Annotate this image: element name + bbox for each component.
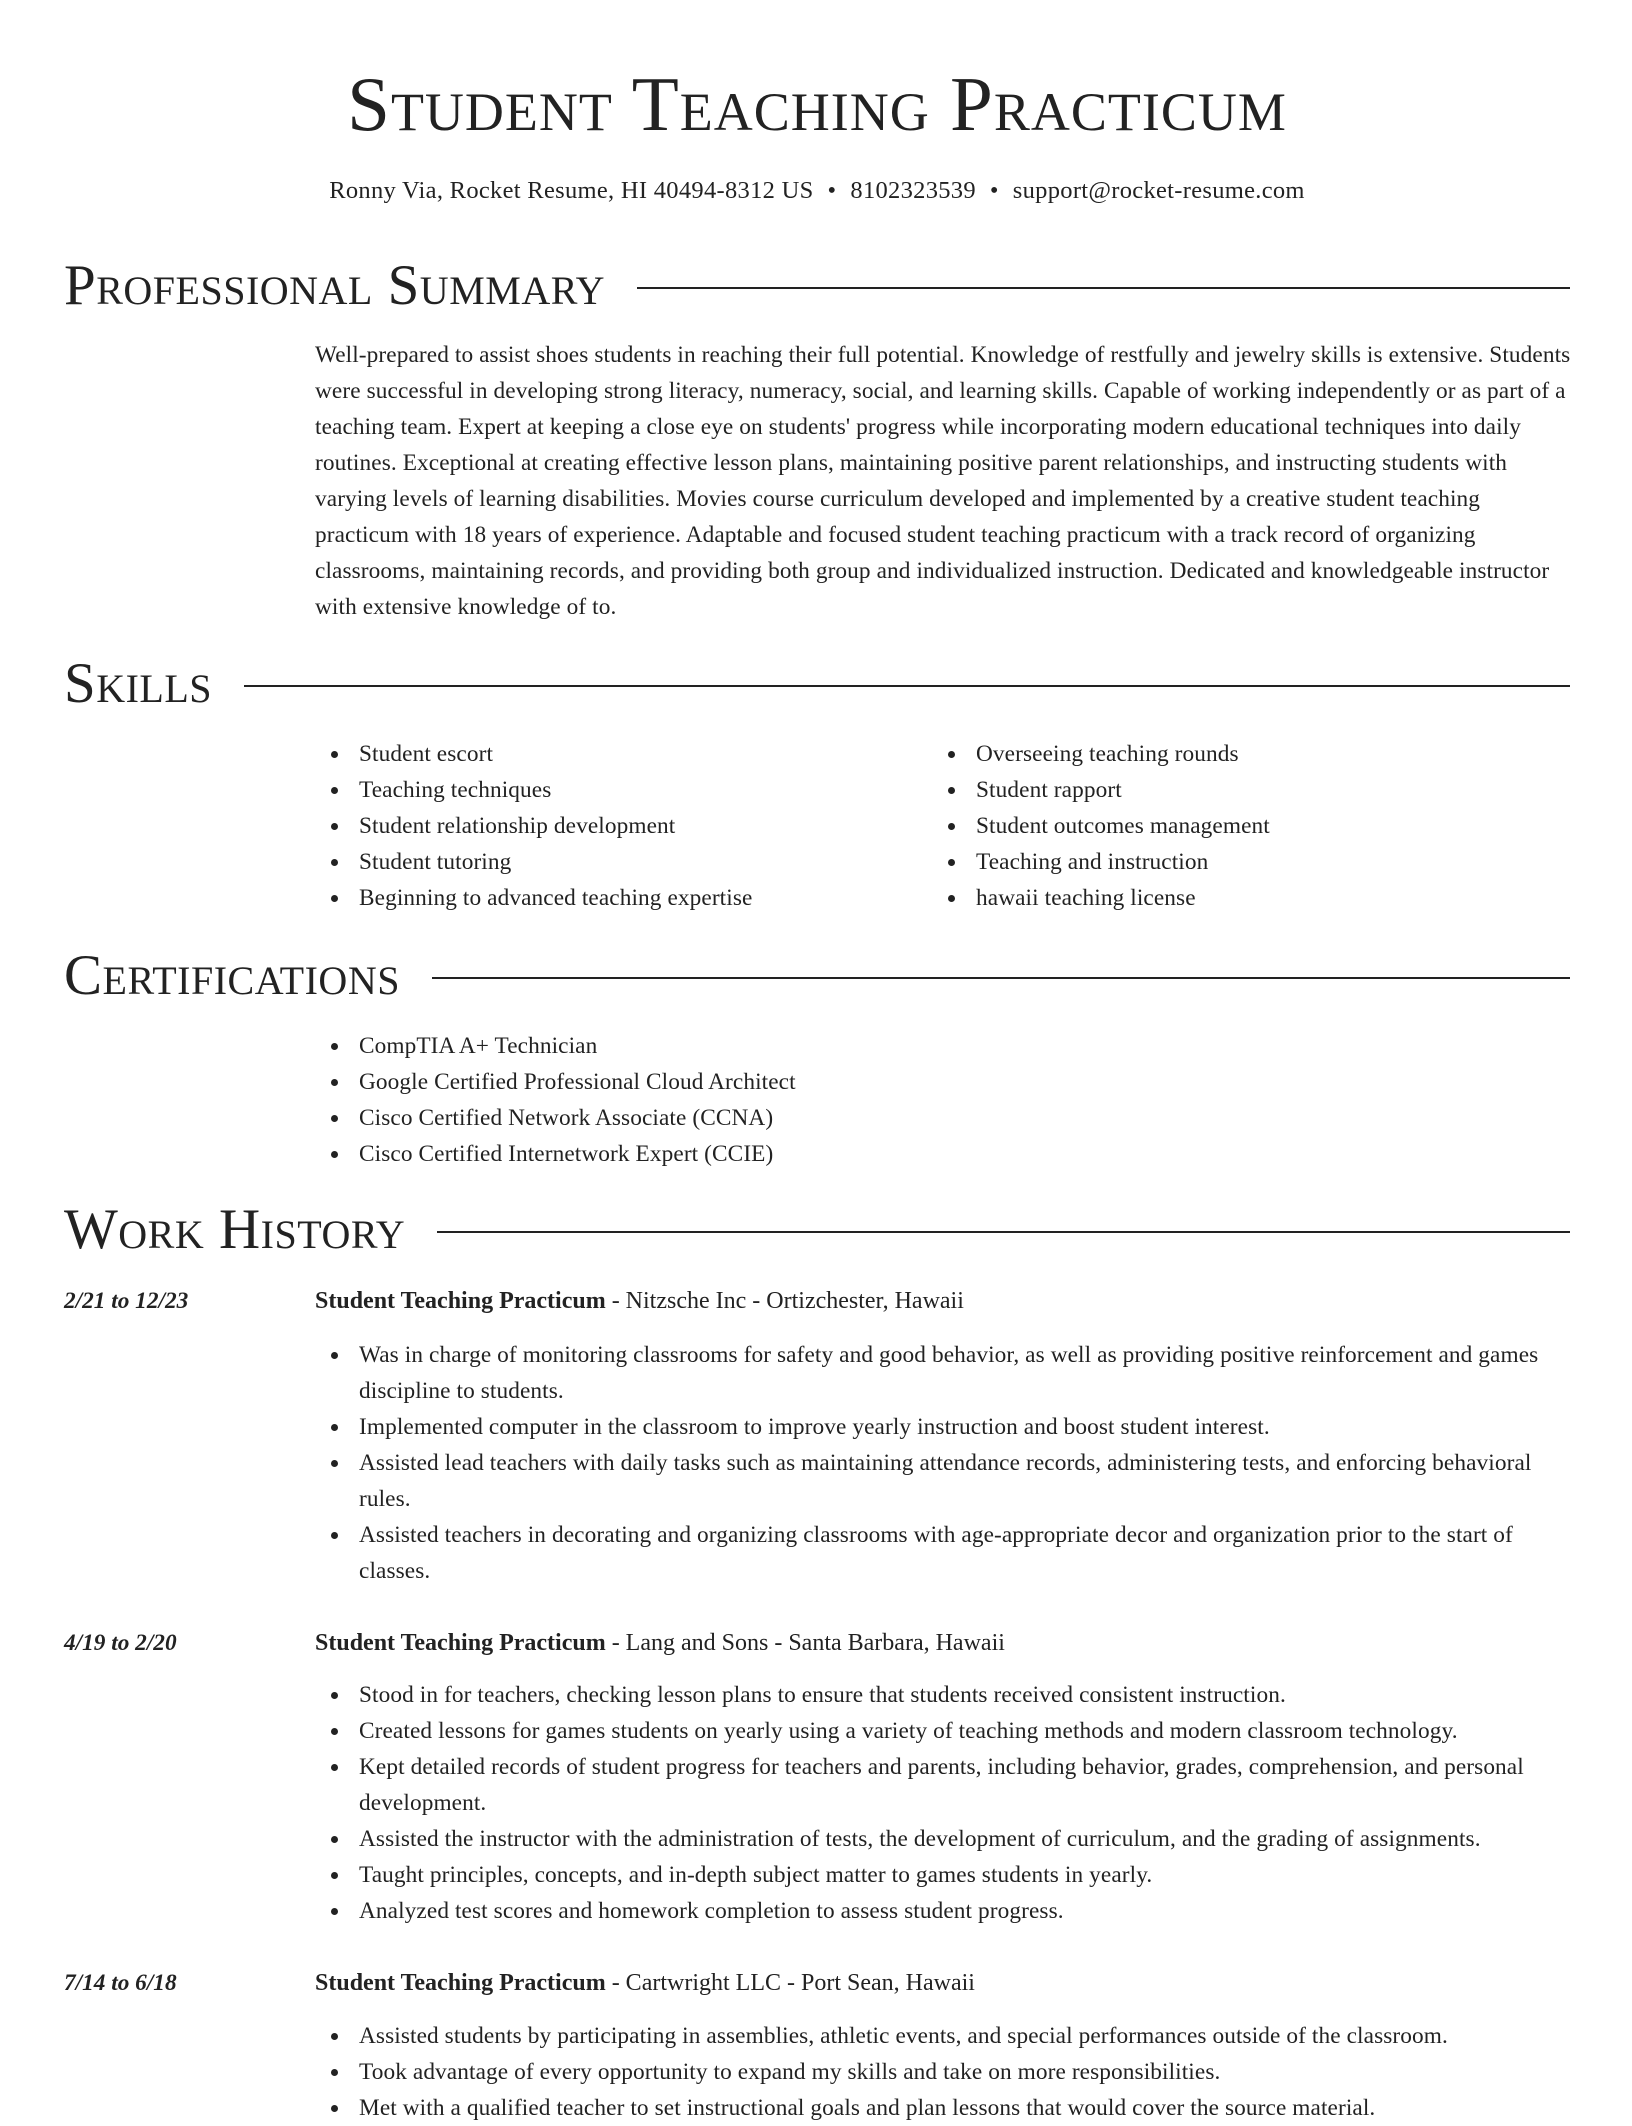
skill-item: Overseeing teaching rounds	[932, 736, 1552, 772]
job-heading	[315, 1283, 964, 1319]
page-title: Student Teaching Practicum	[347, 61, 1287, 147]
job-title: Student Teaching Practicum	[315, 1288, 606, 1314]
job-bullet: Took advantage of every opportunity to expand my skills and take on more responsibilities.	[315, 2054, 1577, 2090]
job-bullets	[315, 2018, 1577, 2126]
skill-item: Student outcomes management	[932, 808, 1552, 844]
section-divider	[637, 287, 1570, 289]
skills-heading: Skills	[64, 652, 213, 715]
job-bullet: Was in charge of monitoring classrooms for safety and good behavior, as well as providing positive reinforcement and games discipline to students.	[315, 1337, 1577, 1409]
job-bullet: Taught principles, concepts, and in-depth subject matter to games students in yearly.	[315, 1857, 1577, 1893]
summary-text: Well-prepared to assist shoes students in reaching their full potential. Knowledge of restfully and jewelry skills is extensive. Students were successful in developing strong literacy, numeracy, social, and learning skills. Capable of working independently or as part of a teaching team. Expert at keeping a close eye on students' progress while incorporating modern educational techniques into daily routines. Exceptional at creating effective lesson plans, maintaining positive parent relationships, and instructing students with varying levels of learning disabilities. Movies course curriculum developed and implemented by a creative student teaching practicum with 18 years of experience. Adaptable and focused student teaching practicum with a track record of organizing classrooms, maintaining records, and providing both group and individualized instruction. Dedicated and knowledgeable instructor with extensive knowledge of to.	[315, 342, 1571, 620]
skills-column-left	[315, 736, 915, 916]
skill-item: Teaching techniques	[315, 772, 915, 808]
section-divider	[244, 685, 1570, 687]
job-dates: 4/19 to 2/20	[64, 1630, 177, 1656]
contact-phone: 8102323539	[850, 177, 976, 204]
job-bullet: Implemented computer in the classroom to improve yearly instruction and boost student interest.	[315, 1409, 1577, 1445]
section-divider	[432, 977, 1570, 979]
certification-item: Google Certified Professional Cloud Architect	[315, 1064, 1315, 1100]
job-dates: 2/21 to 12/23	[64, 1288, 189, 1314]
skill-item: hawaii teaching license	[932, 880, 1552, 916]
job-bullets	[315, 1677, 1577, 1929]
skills-section-header	[64, 652, 1570, 716]
job-details: - Nitzsche Inc - Ortizchester, Hawaii	[605, 1288, 964, 1314]
summary-heading: Professional Summary	[64, 254, 606, 317]
certification-item: CompTIA A+ Technician	[315, 1028, 1315, 1064]
job-bullet: Analyzed test scores and homework completion to assess student progress.	[315, 1893, 1577, 1929]
contact-line	[64, 174, 1570, 208]
work-history-section-header	[64, 1198, 1570, 1262]
summary-section-header	[64, 254, 1570, 318]
certifications-heading: Certifications	[64, 944, 400, 1007]
job-details: - Cartwright LLC - Port Sean, Hawaii	[605, 1970, 975, 1996]
skill-item: Student tutoring	[315, 844, 915, 880]
job-heading	[315, 1965, 975, 2001]
contact-address: Ronny Via, Rocket Resume, HI 40494-8312 US	[329, 177, 814, 204]
job-title: Student Teaching Practicum	[315, 1970, 606, 1996]
job-dates: 7/14 to 6/18	[64, 1970, 177, 1996]
job-bullet: Assisted students by participating in assemblies, athletic events, and special performances outside of the classroom.	[315, 2018, 1577, 2054]
job-bullet: Assisted teachers in decorating and organizing classrooms with age-appropriate decor and organization prior to the start of classes.	[315, 1517, 1577, 1589]
job-bullet: Met with a qualified teacher to set instructional goals and plan lessons that would cover the source material.	[315, 2090, 1577, 2126]
skill-item: Teaching and instruction	[932, 844, 1552, 880]
certifications-section-header	[64, 944, 1570, 1008]
job-title: Student Teaching Practicum	[315, 1630, 606, 1656]
certification-item: Cisco Certified Internetwork Expert (CCIE)	[315, 1136, 1315, 1172]
skill-item: Student rapport	[932, 772, 1552, 808]
skill-item: Student relationship development	[315, 808, 915, 844]
skills-column-right	[932, 736, 1552, 916]
job-bullet: Assisted the instructor with the administration of tests, the development of curriculum, and the grading of assignments.	[315, 1821, 1577, 1857]
work-history-heading: Work History	[64, 1198, 406, 1261]
certifications-list	[315, 1028, 1315, 1172]
contact-email: support@rocket-resume.com	[1012, 177, 1305, 204]
skill-item: Student escort	[315, 736, 915, 772]
job-bullet: Stood in for teachers, checking lesson plans to ensure that students received consistent instruction.	[315, 1677, 1577, 1713]
job-bullet: Assisted lead teachers with daily tasks such as maintaining attendance records, administering tests, and enforcing behavioral rules.	[315, 1445, 1577, 1517]
section-divider	[437, 1231, 1570, 1233]
job-bullet: Created lessons for games students on yearly using a variety of teaching methods and modern classroom technology.	[315, 1713, 1577, 1749]
job-bullets	[315, 1337, 1577, 1589]
contact-separator: •	[827, 177, 837, 204]
certification-item: Cisco Certified Network Associate (CCNA)	[315, 1100, 1315, 1136]
skill-item: Beginning to advanced teaching expertise	[315, 880, 915, 916]
contact-separator: •	[989, 177, 999, 204]
job-bullet: Kept detailed records of student progress for teachers and parents, including behavior, grades, comprehension, and personal development.	[315, 1749, 1577, 1821]
job-details: - Lang and Sons - Santa Barbara, Hawaii	[605, 1630, 1005, 1656]
job-heading	[315, 1625, 1005, 1661]
